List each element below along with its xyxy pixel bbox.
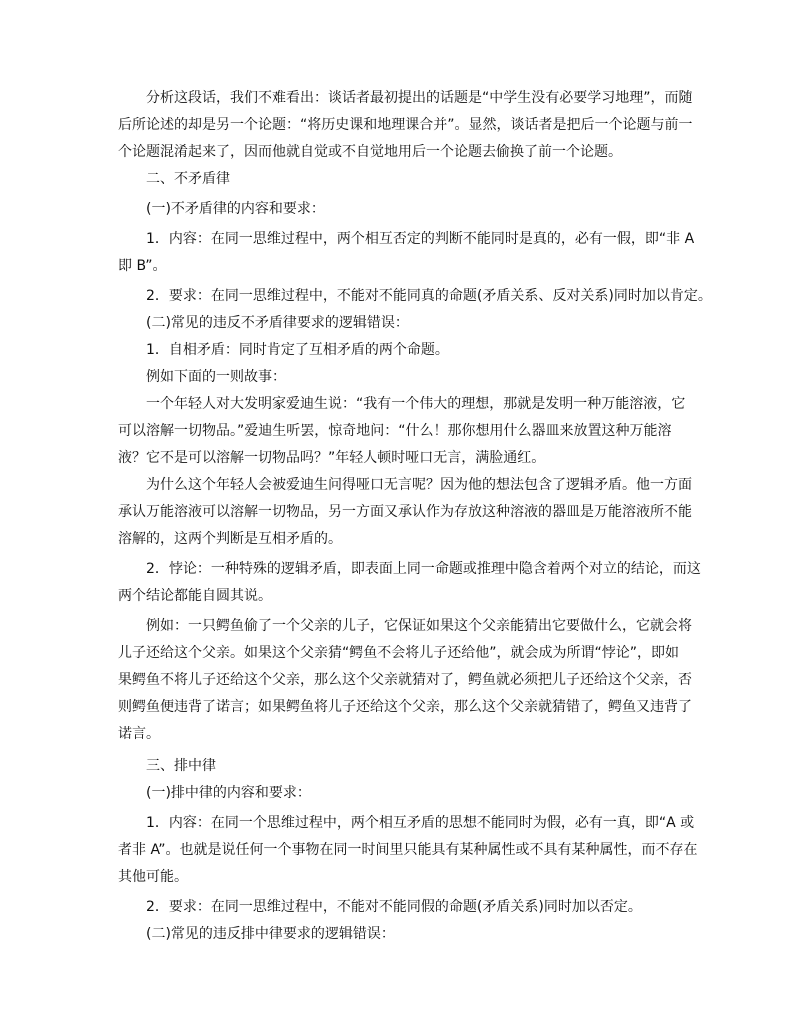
subsection-heading: (一)不矛盾律的内容和要求： [146,201,325,217]
text-line: 例如：一只鳄鱼偷了一个父亲的儿子，它保证如果这个父亲能猜出它要做什么，它就会将 [146,618,692,634]
text-line: 溶解的，这两个判断是互相矛盾的。 [118,531,342,547]
text-line: 承认万能溶液可以溶解一切物品，另一方面又承认作为存放这种溶液的器皿是万能溶液所不能 [118,504,692,520]
text-line: 2．要求：在同一思维过程中，不能对不能同假的命题(矛盾关系)同时加以否定。 [146,899,642,915]
document-body [118,85,712,948]
subsection-heading: (一)排中律的内容和要求： [146,785,311,801]
section-heading-excluded-middle: 三、排中律 [146,758,216,774]
text-line: 2．悖论：一种特殊的逻辑矛盾，即表面上同一命题或推理中隐含着两个对立的结论，而这 [146,561,701,577]
paragraph-paradox [118,556,701,610]
text-line: 后所论述的却是另一个论题：“将历史课和地理课合并”。显然，谈话者是把后一个论题与前一 [118,117,693,133]
paragraph-requirement [118,283,712,310]
text-line: 一个年轻人对大发明家爱迪生说：“我有一个伟大的理想，那就是发明一种万能溶液，它 [146,396,686,412]
section-heading-non-contradiction: 二、不矛盾律 [146,171,230,187]
subsection-heading: (二)常见的违反排中律要求的逻辑错误： [146,926,395,942]
text-line: 1．自相矛盾：同时肯定了互相矛盾的两个命题。 [146,342,449,358]
text-line: 1．内容：在同一个思维过程中，两个相互矛盾的思想不能同时为假，必有一真，即“A 或 [146,815,695,831]
paragraph-requirement [118,894,684,921]
text-line: 个论题混淆起来了，因而他就自觉或不自觉地用后一个论题去偷换了前一个论题。 [118,144,622,160]
text-line: 例如下面的一则故事： [146,369,286,385]
text-line: 液？它不是可以溶解一切物品吗？”年轻人顿时哑口无言，满脸通红。 [118,450,546,466]
paragraph-content [118,226,695,280]
paragraph-analysis [118,85,693,166]
text-line: 其他可能。 [118,869,188,885]
text-line: 两个结论都能自圆其说。 [118,588,272,604]
text-line: 者非 A”。也就是说任何一个事物在同一时间里只能具有某种属性或不具有某种属性，而不存在 [118,842,698,858]
text-line: 即 B”。 [118,258,167,274]
paragraph-story [118,391,684,472]
text-line: 1．内容：在同一思维过程中，两个相互否定的判断不能同时是真的，必有一假，即“非 A [146,231,695,247]
text-line: 可以溶解一切物品。”爱迪生听罢，惊奇地问：“什么！那你想用什么器皿来放置这种万能溶 [118,423,672,439]
text-line: 2．要求：在同一思维过程中，不能对不能同真的命题(矛盾关系、反对关系)同时加以肯定。 [146,288,712,304]
text-line: 诺言。 [118,726,160,742]
text-line: 为什么这个年轻人会被爱迪生问得哑口无言呢？因为他的想法包含了逻辑矛盾。他一方面 [146,477,692,493]
text-line: 则鳄鱼便违背了诺言；如果鳄鱼将儿子还给这个父亲，那么这个父亲就猜错了，鳄鱼又违背了 [118,699,692,715]
paragraph-content [118,810,698,891]
text-line: 儿子还给这个父亲。如果这个父亲猜“鳄鱼不会将儿子还给他”，就会成为所谓“悖论”，即如 [118,645,680,661]
text-line: 果鳄鱼不将儿子还给这个父亲，那么这个父亲就猜对了，鳄鱼就必须把儿子还给这个父亲，否 [118,672,692,688]
paragraph-explanation [118,472,692,553]
text-line: 分析这段话，我们不难看出：谈话者最初提出的话题是“中学生没有必要学习地理”，而随 [146,90,693,106]
subsection-heading: (二)常见的违反不矛盾律要求的逻辑错误： [146,315,409,331]
paragraph-crocodile-example [118,613,692,748]
